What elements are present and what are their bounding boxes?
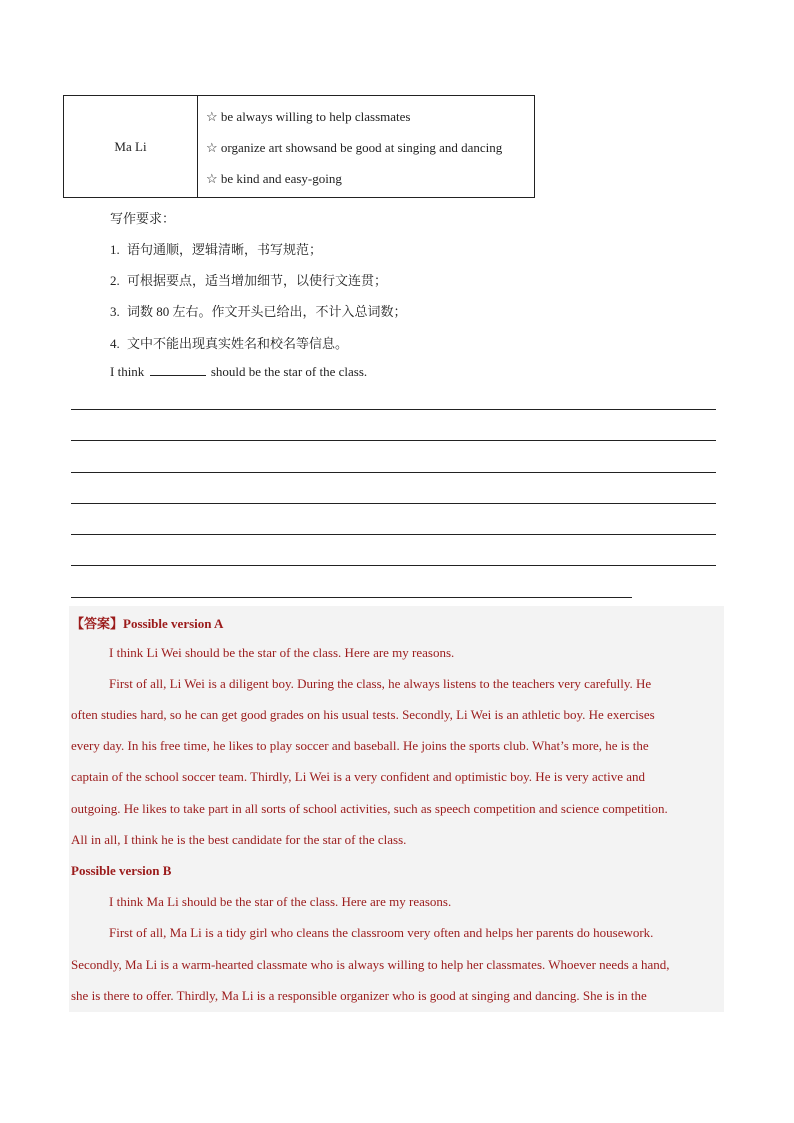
answer-heading	[71, 613, 223, 632]
answer-line: captain of the school soccer team. Thirdly, Li Wei is a very confident and optimistic boy. He is very active and	[71, 769, 646, 784]
requirement-text: 可根据要点，适当增加细节，以使行文连贯；	[127, 273, 388, 288]
answer-line: often studies hard, so he can get good grades on his usual tests. Secondly, Li Wei is an athletic boy. He exercises	[71, 707, 655, 722]
answer-line: every day. In his free time, he likes to play soccer and baseball. He joins the sports club. What’s more, he is the	[71, 738, 649, 753]
requirement-item	[110, 301, 407, 320]
writing-line[interactable]	[71, 409, 716, 410]
requirements-heading: 写作要求：	[110, 211, 176, 226]
answer-line: she is there to offer. Thirdly, Ma Li is a responsible organizer who is good at singing and dancing. She is in the	[71, 988, 647, 1003]
requirement-number: 2.	[110, 273, 120, 288]
answer-line: Secondly, Ma Li is a warm-hearted classmate who is always willing to help her classmates. Whoever needs a hand,	[71, 957, 670, 972]
prompt-end: should be the star of the class.	[210, 364, 368, 379]
traits-cell	[198, 96, 534, 197]
writing-line[interactable]	[71, 565, 716, 566]
requirement-number: 4.	[110, 336, 120, 351]
writing-line[interactable]	[71, 534, 716, 535]
requirement-item	[110, 333, 348, 352]
answer-line: All in all, I think he is the best candidate for the star of the class.	[71, 832, 407, 847]
name-blank[interactable]	[150, 364, 206, 376]
writing-line[interactable]	[71, 440, 716, 441]
writing-line[interactable]	[71, 503, 716, 504]
requirement-text: 语句通顺，逻辑清晰，书写规范；	[127, 242, 323, 257]
answer-line: First of all, Li Wei is a diligent boy. During the class, he always listens to the teachers very carefully. He	[109, 676, 652, 691]
answer-line: outgoing. He likes to take part in all sorts of school activities, such as speech competition and science competition.	[71, 801, 668, 816]
answer-line: First of all, Ma Li is a tidy girl who cleans the classroom very often and helps her parents do housework.	[109, 925, 654, 940]
answer-line: I think Ma Li should be the star of the class. Here are my reasons.	[109, 894, 452, 909]
trait-item: ☆ be always willing to help classmates	[206, 109, 411, 124]
writing-line[interactable]	[71, 597, 632, 598]
version-b-label: Possible version B	[71, 863, 172, 878]
info-table	[63, 95, 535, 198]
requirement-number: 1.	[110, 242, 120, 257]
student-name-cell	[64, 96, 198, 197]
trait-item: ☆ be kind and easy-going	[206, 171, 342, 186]
requirement-number: 3.	[110, 304, 120, 319]
answer-tag: 【答案】	[71, 616, 124, 631]
writing-line[interactable]	[71, 472, 716, 473]
answer-line: I think Li Wei should be the star of the class. Here are my reasons.	[109, 645, 455, 660]
requirement-text: 文中不能出现真实姓名和校名等信息。	[127, 336, 349, 351]
version-a-label: Possible version A	[123, 616, 224, 631]
student-name: Ma Li	[114, 138, 147, 154]
requirement-item	[110, 270, 387, 289]
trait-item: ☆ organize art showsand be good at singing and dancing	[206, 140, 503, 155]
requirement-item	[110, 239, 322, 258]
requirement-text: 词数 80 左右。作文开头已给出，不计入总词数；	[127, 304, 407, 319]
essay-prompt	[110, 364, 367, 380]
prompt-start: I think	[110, 364, 145, 379]
